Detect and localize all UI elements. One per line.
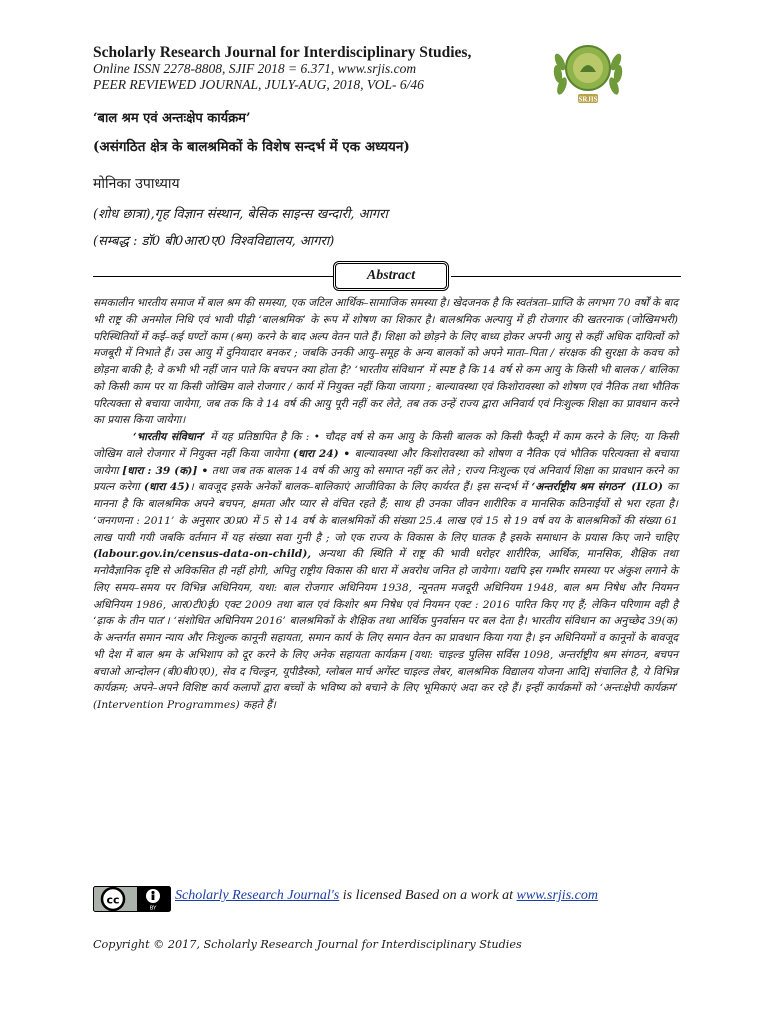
- author-affiliation-university: (सम्बद्ध : डॉ0 बी0आर0ए0 विश्वविद्यालय, आगरा): [93, 234, 335, 249]
- abstract-paragraph-1: समकालीन भारतीय समाज में बाल श्रम की समस्या, एक जटिल आर्थिक–सामाजिक समस्या है। खेदजनक है कि स्वतंत्रता–प्राप्ति के लगभग 70 वर्षों के बाद भी राष्ट्र की अनमोल निधि एवं भावी पीढ़ी ‘बालश्रमिक’ के रूप में शोषण का शिकार है। बालश्रमिक अल्पायु में ही रोजगार की खतरनाक (जोखिमभरी) परिस्थितियों में कई–कई घण्टों काम (श्रम) करने के बाद अल्प वेतन पाते हैं। शिक्षा को छोड़ने के लिए बाध्य होकर अपनी आयु से कहीं अधिक दायित्वों को मजबूरी में निभाते हैं। उस आयु में दुनियादार बनकर ; जबकि उनकी आयु–समूह के अन्य बालकों को अपने माता–पिता / संरक्षक की सुरक्षा के कवच को छोड़ना बाकी है; वे कभी भी नहीं जान पाते कि बचपन क्या होता है? ‘भारतीय संविधान’ में स्पष्ट है कि 14 वर्ष से कम आयु के किसी भी बालक / बालिका को किसी काम पर या किसी जोखिम वाले रोजगार / कार्य में नियुक्त नहीं किया जायगा ; बाल्यावस्था एवं किशोरावस्था को शोषण एवं नैतिक तथा भौतिक परित्यक्ता से बचाया जायेगा, जब तक कि वे 14 वर्ष की आयु पूरी नहीं कर लेते, तब तक उन्हें राज्य द्वारा अनिवार्य एवं निःशुल्क शिक्षा का प्रावधान करने का प्रयास किया जायेगा।: [93, 297, 678, 427]
- constitution-term: ‘भारतीय संविधान’: [133, 431, 206, 443]
- paper-title: ‘बाल श्रम एवं अन्तःक्षेप कार्यक्रम’: [93, 111, 251, 126]
- article-24-ref: (धारा 24) •: [292, 447, 351, 460]
- svg-text:cc: cc: [106, 893, 120, 907]
- ilo-term: ‘अन्तर्राष्ट्रीय श्रम संगठन’ (ILO): [531, 481, 663, 494]
- author-affiliation: (शोध छात्रा),गृह विज्ञान संस्थान, बेसिक साइन्स खन्दारी, आगरा: [93, 207, 388, 222]
- article-39-ref: [धारा : 39 (क)] •: [122, 464, 209, 477]
- census-url: (labour.gov.in/census-data-on-child),: [93, 548, 312, 561]
- article-45-ref: (धारा 45): [144, 481, 190, 494]
- srjis-logo-icon: [548, 28, 628, 108]
- srjis-site-link[interactable]: www.srjis.com: [516, 888, 598, 903]
- divider-right: [451, 276, 681, 277]
- peer-review-line: PEER REVIEWED JOURNAL, JULY-AUG, 2018, VOL- 6/46: [93, 77, 424, 92]
- abstract-heading: Abstract: [333, 261, 449, 291]
- divider-left: [93, 276, 333, 277]
- svg-text:BY: BY: [149, 905, 157, 912]
- svg-text:SRJIS: SRJIS: [578, 95, 598, 104]
- paper-subtitle: (असंगठित क्षेत्र के बालश्रमिकों के विशेष सन्दर्भ में एक अध्ययन): [93, 139, 410, 155]
- cc-by-license-icon[interactable]: [93, 886, 171, 912]
- abstract-body: [93, 295, 678, 714]
- license-row: [93, 884, 693, 916]
- journal-link[interactable]: Scholarly Research Journal's: [175, 888, 340, 903]
- abstract-paragraph-2: ‘भारतीय संविधान’ में यह प्रतिष्ठापित है कि : • चौदह वर्ष से कम आयु के किसी बालक को किसी फैक्ट्री में काम करने के लिए; या किसी जोखिम वाले रोजगार में नियुक्त नहीं किया जायेगा (धारा 24) • बाल्यावस्था और किशोरावस्था को शोषण व नैतिक एवं भौतिक परित्यक्ता से बचाया जायेगा [धारा : 39 (क)] • तथा जब तक बालक 14 वर्ष की आयु को समाप्त नहीं कर लेते ; राज्य निःशुल्क एवं अनिवार्य शिक्षा का प्रावधान करने का प्रयत्न करेगा (धारा 45)। बावजूद इसके अनेकों बालक–बालिकाएं आजीविका के लिए कार्यरत हैं। इस सन्दर्भ में ‘अन्तर्राष्ट्रीय श्रम संगठन’ (ILO) का मानना है कि बालश्रमिक अपने बचपन, क्षमता और प्यार से वंचित रहते हैं; साथ ही उनका जीवन शारीरिक व मानसिक कठिनाईयों से भरा रहता है। ‘जनगणना : 2011’ के अनुसार उ0प्र0 में 5 से 14 वर्ष के बालश्रमिकों की संख्या 25.4 लाख एवं 15 से 19 वर्ष वय के बालश्रमिकों की संख्या 61 लाख पायी गयी जबकि वर्तमान में यह संख्या सवा गुनी है ; जो एक राज्य के विकास के लिए घातक है इसके समाधान के प्रयास किए जाने चाहिए (labour.gov.in/census-data-on-child), अन्यथा की स्थिति में राष्ट्र की भावी धरोहर शारीरिक, आर्थिक, मानसिक, शैक्षिक तथा मनोवैज्ञानिक दृष्टि से अविकसित ही नहीं होगी, अपितु राष्ट्रीय विकास की धारा में अवरोध जनित हो जायेगा। यद्यपि इस गम्भीर समस्या पर अंकुश लगाने के लिए समय–समय पर विभिन्न अधिनियम, यथा: बाल रोजगार अधिनियम 1938, न्यूनतम मजदूरी अधिनियम 1948, बाल श्रम निषेध और नियमन अधिनियम 1986, आर0टी0ई0 एक्ट 2009 तथा बाल एवं किशोर श्रम निषेध एवं नियमन एक्ट : 2016 पारित किए गए हैं; लेकिन परिणाम वही है ‘ढ़ाक के तीन पात’। ‘संशोधित अधिनियम 2016’ बालश्रमिकों के शैक्षिक तथा आर्थिक पुनर्वासन पर बल देता है। भारतीय संविधान का अनुच्छेद 39(क) के अन्तर्गत समान न्याय और निःशुल्क कानूनी सहायता, समान कार्य के लिए समान वेतन का प्रावधान किया गया है। इन अधिनियमों व कानूनों के बावजूद भी देश में बाल श्रम के अभिशाप को दूर करने के लिए अनेक सहायता कार्यक्रम [यथा: चाइल्ड पुलिस सर्विस 1098, अन्तर्राष्ट्रीय श्रम संगठन, बचपन बचाओ आन्दोलन (बी0बी0ए0), सेव द चिल्ड्रन, यूपीडैस्को, ग्लोबल मार्च अगेंस्ट चाइल्ड लेबर, बालश्रमिक विद्यालय योजना आदि] संचालित है, ये विभिन्न कार्यक्रम; अपने–अपने विशिष्ट कार्य कलापों द्वारा बच्चों के भविष्य को बचाने के लिए भूमिकाएं अदा कर रहे हैं। इन्हीं कार्यक्रमों को ‘अन्तःक्षेपी कार्यक्रम’ (Intervention Programmes) कहते हैं।: [93, 431, 679, 711]
- journal-header: [93, 44, 533, 93]
- issn-line: Online ISSN 2278-8808, SJIF 2018 = 6.371, www.srjis.com: [93, 61, 417, 76]
- copyright-notice: Copyright © 2017, Scholarly Research Journal for Interdisciplinary Studies: [93, 938, 522, 951]
- author-name: मोनिका उपाध्याय: [93, 176, 180, 192]
- journal-title: Scholarly Research Journal for Interdisciplinary Studies,: [93, 44, 472, 61]
- license-statement: Scholarly Research Journal's is licensed Based on a work at www.srjis.com: [175, 888, 598, 903]
